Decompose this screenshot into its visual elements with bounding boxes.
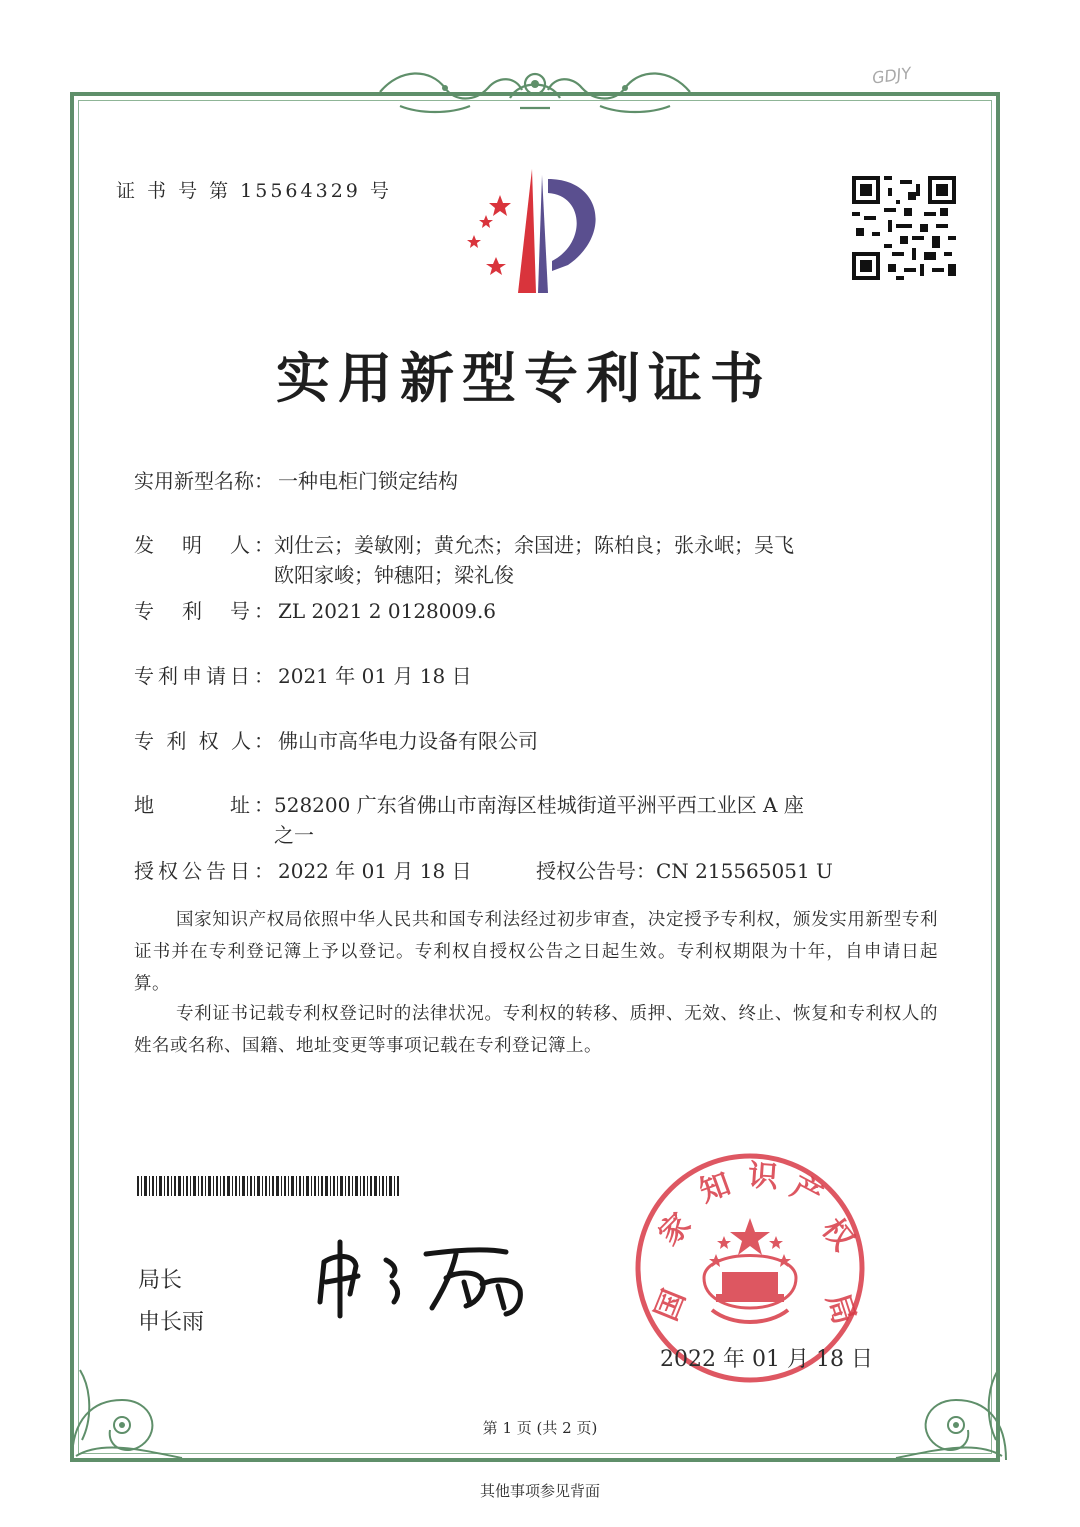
qr-code (852, 176, 956, 280)
field-label: 发 明 人： (134, 533, 274, 557)
certificate-number: 证 书 号 第 15564329 号 (116, 180, 392, 202)
svg-text:权: 权 (814, 1212, 861, 1258)
field-value: 2022 年 01 月 18 日 (278, 859, 472, 883)
field-value: 2021 年 01 月 18 日 (278, 664, 472, 688)
page-number: 第 1 页 (共 2 页) (482, 1419, 598, 1437)
handwritten-note: GDJY (870, 63, 913, 88)
director-signature (306, 1232, 546, 1322)
field-grant-date (134, 856, 472, 886)
svg-text:产: 产 (784, 1169, 828, 1215)
address-line-2: 之一 (274, 823, 314, 847)
corner-ornament-bottom-left (62, 1330, 212, 1470)
field-address-value (274, 790, 814, 850)
svg-text:国: 国 (648, 1284, 693, 1326)
field-application-date (134, 661, 472, 691)
field-label: 专利申请日： (134, 664, 274, 688)
statement-paragraph-1: 国家知识产权局依照中华人民共和国专利法经过初步审查，决定授予专利权，颁发实用新型专利证书并在专利登记簿上予以登记。专利权自授权公告之日起生效。专利权期限为十年，自申请日起算。 (134, 910, 938, 994)
field-value: ZL 2021 2 0128009.6 (278, 599, 497, 623)
field-patent-number (134, 596, 496, 626)
svg-text:局: 局 (819, 1289, 862, 1329)
field-value: 一种电柜门锁定结构 (278, 469, 458, 493)
director-title: 局长 (138, 1268, 183, 1293)
corner-ornament-bottom-right (866, 1330, 1016, 1470)
inventor-line-2: 欧阳家峻；钟穗阳；梁礼俊 (274, 563, 514, 587)
field-address (134, 790, 278, 820)
field-value: 佛山市高华电力设备有限公司 (278, 729, 538, 753)
inventor-line-1: 刘仕云；姜敏刚；黄允杰；余国进；陈柏良；张永岷；吴飞 (274, 533, 794, 557)
barcode (137, 1176, 399, 1196)
field-grant-number (536, 856, 833, 886)
cnipa-logo (452, 165, 622, 295)
svg-text:识: 识 (746, 1158, 780, 1196)
address-line-1: 528200 广东省佛山市南海区桂城街道平洲平西工业区 A 座 (274, 793, 804, 817)
director-name: 申长雨 (138, 1310, 205, 1335)
field-label: 专 利 权 人： (134, 729, 274, 753)
field-label: 实用新型名称： (134, 469, 274, 493)
statement-paragraph-2: 专利证书记载专利权登记时的法律状况。专利权的转移、质押、无效、终止、恢复和专利权人的姓名或名称、国籍、地址变更等事项记载在专利登记簿上。 (134, 1004, 938, 1056)
field-label: 专 利 号： (134, 599, 274, 623)
field-inventor (134, 530, 278, 560)
field-label: 地 址： (134, 793, 274, 817)
top-ornament (370, 62, 700, 118)
certificate-title: 实用新型专利证书 (276, 347, 772, 410)
seal-date: 2022 年 01 月 18 日 (660, 1347, 873, 1372)
director-block (138, 1260, 204, 1344)
back-note: 其他事项参见背面 (479, 1482, 600, 1500)
field-value: CN 215565051 U (656, 859, 833, 883)
svg-text:知: 知 (695, 1166, 736, 1210)
svg-text:家: 家 (652, 1206, 699, 1253)
field-label: 授权公告日： (134, 859, 274, 883)
field-label: 授权公告号： (536, 859, 656, 883)
field-patentee (134, 726, 538, 756)
field-inventor-value (274, 530, 814, 590)
field-utility-name (134, 466, 458, 496)
